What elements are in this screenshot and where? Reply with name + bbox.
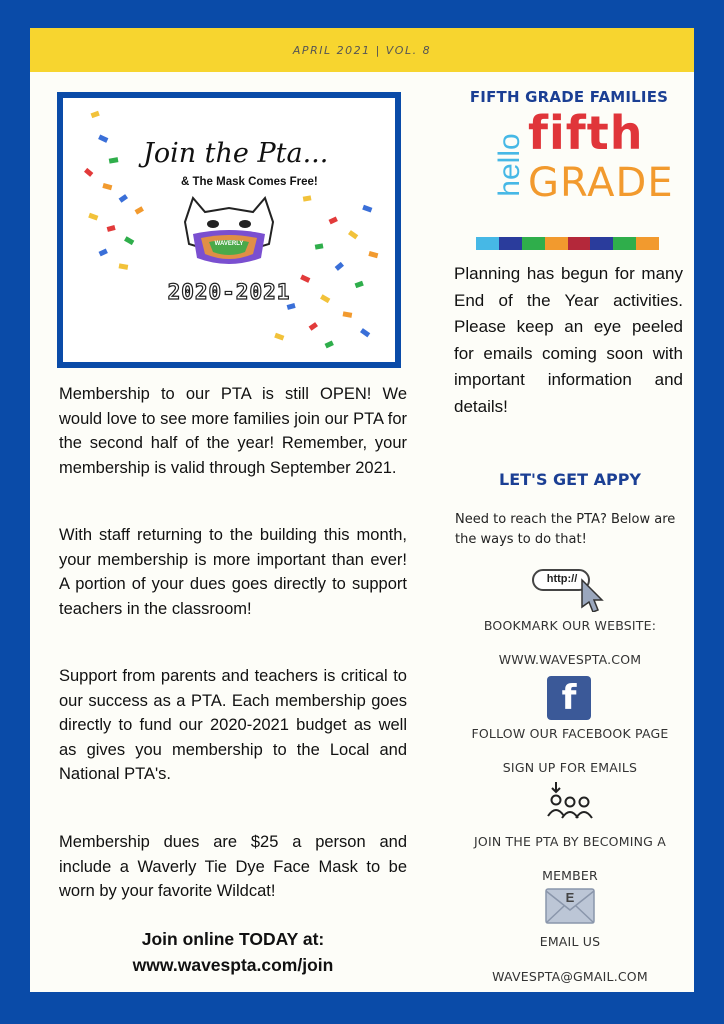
website-link[interactable]: WWW.WAVESPTA.COM [498,652,642,667]
support-paragraph: Support from parents and teachers is critical to our success as a PTA. Each membership goes directly to fund our 2020-2021 budget as well as gives you membership to the Local and National PTA's. [59,667,407,783]
promo-subhead: & The Mask Comes Free! [181,176,318,188]
signup-label[interactable]: SIGN UP FOR EMAILS [502,760,638,775]
http-text: http:// [546,573,578,585]
hello-word: hello [493,133,526,197]
facebook-icon[interactable] [547,676,591,720]
dues-paragraph: Membership dues are $25 a person and include a Waverly Tie Dye Face Mask to be worn by your favorite Wildcat! [59,833,407,900]
email-envelope-icon[interactable] [545,888,595,924]
color-strip-decoration [476,237,659,250]
mascot-label: WAVERLY [214,241,244,247]
hello-fifth-grade-graphic [474,106,674,222]
promo-year: 2020-2021 [167,280,291,304]
lets-get-appy-title: LET'S GET APPY [499,470,641,489]
pointer-arrow-icon [528,564,610,612]
join-group-icon[interactable] [542,780,596,820]
email-us-label: EMAIL US [539,934,601,949]
header-banner [30,28,694,72]
email-letter: E [565,890,575,905]
join-online-callout [59,926,407,978]
wildcat-mascot-icon [185,198,273,264]
promo-headline: Join the Pta... [143,138,329,169]
join-pta-promo-graphic [57,92,401,368]
fifth-grade-title: FIFTH GRADE FAMILIES [469,88,669,106]
issue-label: APRIL 2021 | VOL. 8 [292,44,432,57]
grade-word: GRADE [528,160,674,206]
join-pta-label[interactable]: JOIN THE PTA BY BECOMING A [474,834,666,849]
join-online-link[interactable]: www.wavespta.com/join [132,955,334,975]
bookmark-label: BOOKMARK OUR WEBSITE: [483,618,657,633]
fifth-word: fifth [528,106,644,160]
facebook-label[interactable]: FOLLOW OUR FACEBOOK PAGE [471,726,669,741]
membership-open-paragraph: Membership to our PTA is still OPEN! We would love to see more families join our PTA for the second half of the year! Remember, your membership is valid through September 2021. [59,385,407,477]
staff-returning-paragraph: With staff returning to the building this month, your membership is more important than ever! A portion of your dues goes directly to support teachers in the classroom! [59,526,407,618]
email-address-link[interactable]: WAVESPTA@GMAIL.COM [492,969,648,984]
facebook-f-glyph: f [561,678,577,718]
reach-pta-text: Need to reach the PTA? Below are the ways to do that! [455,512,676,547]
planning-paragraph: Planning has begun for many End of the Year activities. Please keep an eye peeled for emails coming soon with important information and details! [454,264,683,416]
website-cursor-icon[interactable] [528,564,610,612]
join-online-text: Join online TODAY at: [141,929,325,949]
member-label[interactable]: MEMBER [542,868,598,883]
newsletter-page [30,28,694,992]
